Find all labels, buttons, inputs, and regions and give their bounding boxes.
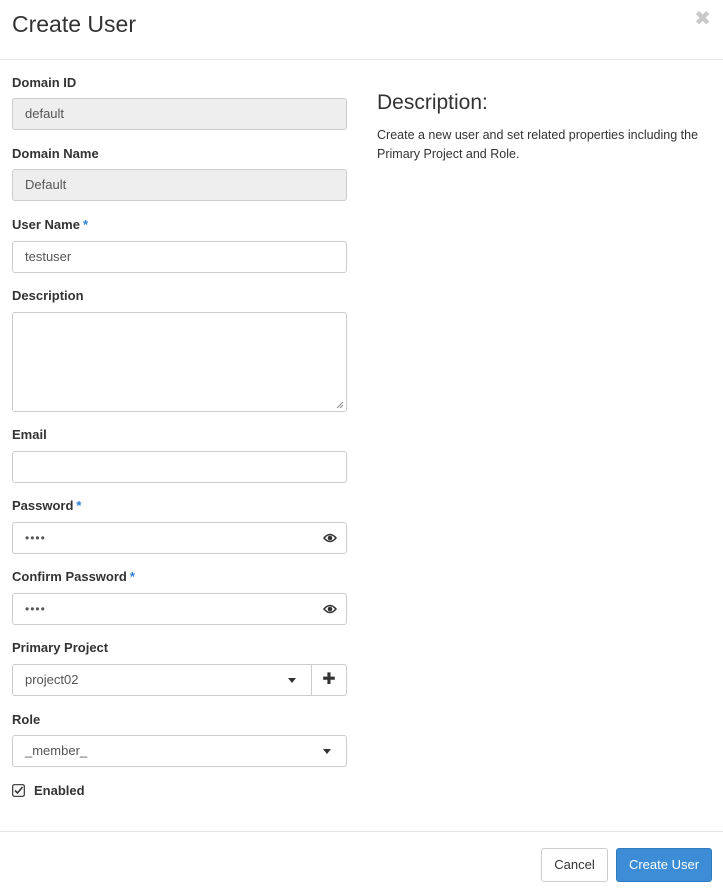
- confirm-password-label: [12, 569, 135, 585]
- domain-id-input: default: [12, 98, 347, 130]
- user-name-label-text: User Name: [12, 217, 80, 232]
- role-value: _member_: [25, 743, 88, 758]
- resize-grip-icon[interactable]: [336, 401, 344, 409]
- required-marker: *: [82, 217, 88, 232]
- role-select[interactable]: [12, 735, 347, 767]
- email-label: Email: [12, 427, 47, 442]
- user-name-label: [12, 217, 88, 233]
- domain-name-label: Domain Name: [12, 146, 99, 161]
- password-input[interactable]: [12, 522, 347, 554]
- cancel-button[interactable]: Cancel: [541, 848, 608, 882]
- primary-project-value: project02: [25, 672, 79, 687]
- eye-icon[interactable]: [323, 603, 337, 615]
- primary-project-select[interactable]: [12, 664, 312, 696]
- domain-name-input: Default: [12, 169, 347, 201]
- description-label: Description: [12, 288, 84, 303]
- password-value: ••••: [25, 531, 46, 545]
- add-project-button[interactable]: [311, 664, 347, 696]
- plus-icon: ✚: [322, 671, 336, 688]
- description-textarea[interactable]: [12, 312, 347, 412]
- primary-project-label: Primary Project: [12, 640, 109, 655]
- required-marker: *: [76, 498, 82, 513]
- confirm-password-value: ••••: [25, 602, 46, 616]
- modal-title: Create User: [12, 11, 136, 37]
- modal-footer: [0, 831, 723, 891]
- modal-header: [0, 0, 723, 60]
- create-user-button[interactable]: Create User: [616, 848, 712, 882]
- confirm-password-input[interactable]: [12, 593, 347, 625]
- email-input[interactable]: [12, 451, 347, 483]
- user-name-input[interactable]: testuser: [12, 241, 347, 273]
- domain-id-label: Domain ID: [12, 75, 77, 90]
- eye-icon[interactable]: [323, 532, 337, 544]
- close-icon[interactable]: ✖: [694, 8, 711, 30]
- password-label: [12, 498, 81, 514]
- enabled-checkbox[interactable]: [12, 784, 25, 797]
- chevron-down-icon: [288, 678, 296, 683]
- help-text: Create a new user and set related properties including the Primary Project and Role.: [377, 128, 699, 161]
- chevron-down-icon: [323, 749, 331, 754]
- password-label-text: Password: [12, 498, 74, 513]
- role-label: Role: [12, 712, 41, 727]
- enabled-label: Enabled: [34, 783, 85, 798]
- primary-project-group: [12, 664, 347, 696]
- help-title: Description:: [377, 91, 488, 114]
- required-marker: *: [129, 569, 135, 584]
- confirm-password-label-text: Confirm Password: [12, 569, 127, 584]
